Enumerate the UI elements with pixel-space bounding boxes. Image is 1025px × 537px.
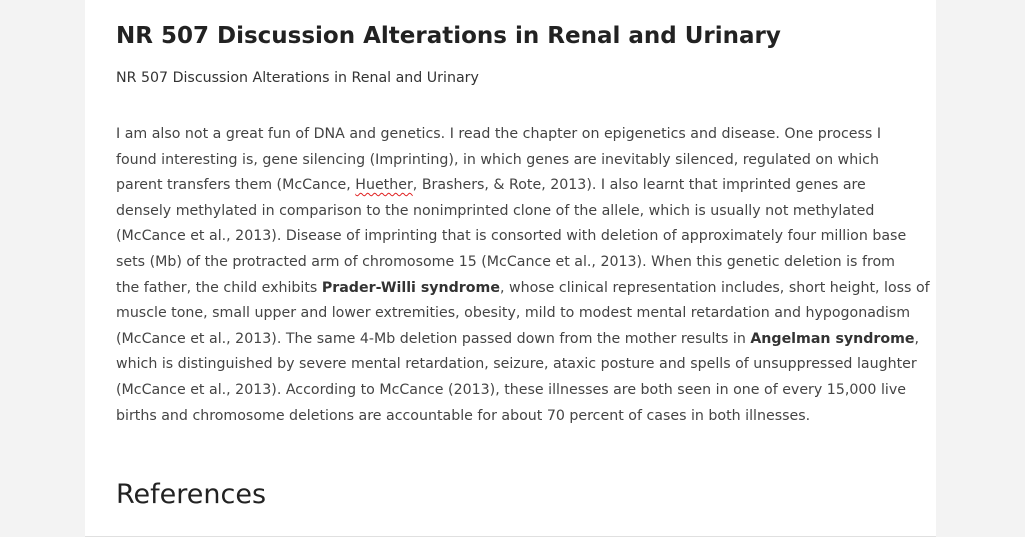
body-line: parent transfers them (McCance, Huether, Brashers, & Rote, 2013). I also learnt that imprinted genes are bbox=[116, 177, 866, 194]
body-line: I am also not a great fun of DNA and genetics. I read the chapter on epigenetics and disease. One process I bbox=[116, 126, 882, 142]
body-line: muscle tone, small upper and lower extremities, obesity, mild to modest mental retardation and hypogonadism bbox=[116, 305, 911, 322]
body-line: births and chromosome deletions are accountable for about 70 percent of cases in both illnesses. bbox=[116, 407, 811, 424]
body-line: found interesting is, gene silencing (Imprinting), in which genes are inevitably silenced, regulated on which bbox=[116, 151, 879, 168]
misspelled-word[interactable]: Huether bbox=[355, 177, 413, 194]
article-subtitle: NR 507 Discussion Alterations in Renal and Urinary bbox=[116, 70, 479, 86]
references-heading: References bbox=[116, 479, 267, 510]
bold-term-angelman: Angelman syndrome bbox=[750, 330, 915, 347]
body-line: the father, the child exhibits Prader-Willi syndrome, whose clinical representation includes, short height, loss of bbox=[116, 279, 930, 296]
body-line: (McCance et al., 2013). Disease of imprinting that is consorted with deletion of approximately four million base bbox=[116, 228, 907, 245]
body-line: densely methylated in comparison to the nonimprinted clone of the allele, which is usually not methylated bbox=[116, 202, 875, 219]
article-title: NR 507 Discussion Alterations in Renal and Urinary bbox=[116, 23, 781, 49]
bold-term-prader-willi: Prader-Willi syndrome bbox=[321, 279, 500, 296]
body-line: which is distinguished by severe mental retardation, seizure, ataxic posture and spells of unsuppressed laughter bbox=[116, 356, 917, 373]
article-card bbox=[85, 0, 936, 537]
article-body bbox=[116, 122, 930, 429]
body-line: (McCance et al., 2013). According to McCance (2013), these illnesses are both seen in one of every 15,000 live bbox=[116, 381, 906, 398]
body-line: (McCance et al., 2013). The same 4-Mb deletion passed down from the mother results in Angelman syndrome, bbox=[116, 330, 920, 347]
body-line: sets (Mb) of the protracted arm of chromosome 15 (McCance et al., 2013). When this genetic deletion is from bbox=[116, 253, 895, 270]
